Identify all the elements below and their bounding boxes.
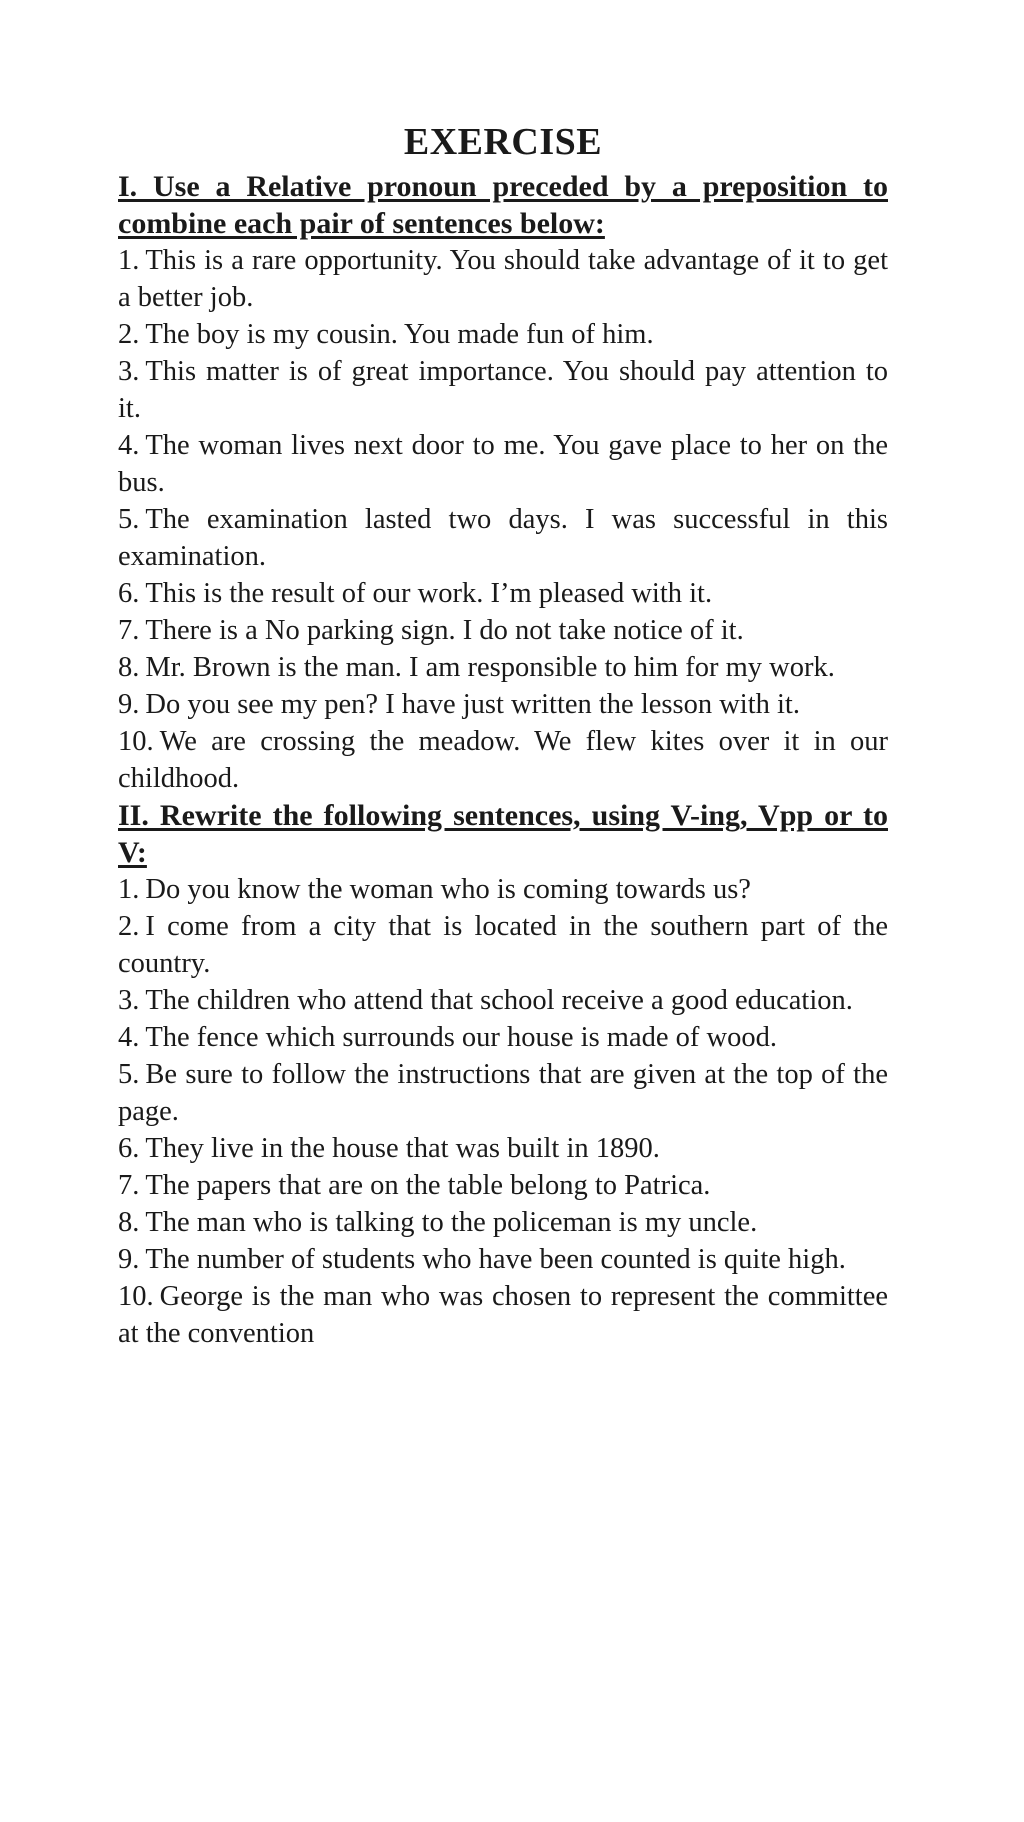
item-text: I come from a city that is located in the southern part of the country. xyxy=(118,911,888,979)
item-number: 4. xyxy=(118,430,140,461)
item-number: 6. xyxy=(118,1133,140,1164)
item-text: Mr. Brown is the man. I am responsible to him for my work. xyxy=(145,652,835,683)
item-text: The number of students who have been counted is quite high. xyxy=(145,1244,846,1275)
document-title: EXERCISE xyxy=(403,121,603,163)
item-text: This matter is of great importance. You should pay attention to it. xyxy=(118,356,888,424)
item-number: 5. xyxy=(118,1059,140,1090)
exercise-item xyxy=(118,1019,888,1056)
item-text: The examination lasted two days. I was successful in this examination. xyxy=(118,504,888,572)
exercise-item xyxy=(118,353,888,427)
exercise-item xyxy=(118,1241,888,1278)
exercise-item xyxy=(118,1056,888,1130)
section-1 xyxy=(118,168,888,797)
item-number: 3. xyxy=(118,985,140,1016)
item-number: 10. xyxy=(118,1281,154,1312)
exercise-item xyxy=(118,427,888,501)
exercise-item xyxy=(118,575,888,612)
exercise-item xyxy=(118,871,888,908)
item-text: This is a rare opportunity. You should take advantage of it to get a better job. xyxy=(118,245,888,313)
item-number: 2. xyxy=(118,911,140,942)
item-text: The papers that are on the table belong to Patrica. xyxy=(145,1170,711,1201)
exercise-item xyxy=(118,1278,888,1352)
exercise-item xyxy=(118,1130,888,1167)
exercise-item xyxy=(118,649,888,686)
section-heading: I. Use a Relative pronoun preceded by a preposition to combine each pair of sentences below: xyxy=(118,170,888,240)
item-number: 7. xyxy=(118,615,140,646)
item-text: Do you see my pen? I have just written the lesson with it. xyxy=(145,689,800,720)
item-text: The fence which surrounds our house is made of wood. xyxy=(145,1022,777,1053)
item-number: 7. xyxy=(118,1170,140,1201)
exercise-item xyxy=(118,1167,888,1204)
item-number: 5. xyxy=(118,504,140,535)
item-text: The children who attend that school receive a good education. xyxy=(145,985,853,1016)
exercise-item xyxy=(118,242,888,316)
item-text: George is the man who was chosen to represent the committee at the convention xyxy=(118,1281,888,1349)
item-number: 1. xyxy=(118,245,140,276)
item-number: 3. xyxy=(118,356,140,387)
item-number: 4. xyxy=(118,1022,140,1053)
item-number: 2. xyxy=(118,319,140,350)
exercise-item xyxy=(118,316,888,353)
item-number: 9. xyxy=(118,689,140,720)
item-number: 6. xyxy=(118,578,140,609)
item-text: This is the result of our work. I’m pleased with it. xyxy=(145,578,713,609)
section-heading: II. Rewrite the following sentences, using V-ing, Vpp or to V: xyxy=(118,799,888,869)
item-text: The woman lives next door to me. You gave place to her on the bus. xyxy=(118,430,888,498)
item-text: We are crossing the meadow. We flew kites over it in our childhood. xyxy=(118,726,888,794)
exercise-item xyxy=(118,501,888,575)
exercise-list xyxy=(118,242,888,797)
item-text: Be sure to follow the instructions that are given at the top of the page. xyxy=(118,1059,888,1127)
item-text: There is a No parking sign. I do not take notice of it. xyxy=(145,615,744,646)
item-number: 1. xyxy=(118,874,140,905)
item-number: 8. xyxy=(118,1207,140,1238)
exercise-list xyxy=(118,871,888,1352)
item-number: 10. xyxy=(118,726,154,757)
exercise-item xyxy=(118,982,888,1019)
document-page xyxy=(118,118,888,1352)
exercise-item xyxy=(118,908,888,982)
item-text: They live in the house that was built in 1890. xyxy=(145,1133,660,1164)
item-text: The man who is talking to the policeman is my uncle. xyxy=(145,1207,758,1238)
item-number: 8. xyxy=(118,652,140,683)
exercise-item xyxy=(118,723,888,797)
exercise-item xyxy=(118,686,888,723)
section-2 xyxy=(118,797,888,1352)
item-number: 9. xyxy=(118,1244,140,1275)
item-text: The boy is my cousin. You made fun of him. xyxy=(145,319,654,350)
exercise-item xyxy=(118,612,888,649)
exercise-item xyxy=(118,1204,888,1241)
item-text: Do you know the woman who is coming towards us? xyxy=(145,874,751,905)
